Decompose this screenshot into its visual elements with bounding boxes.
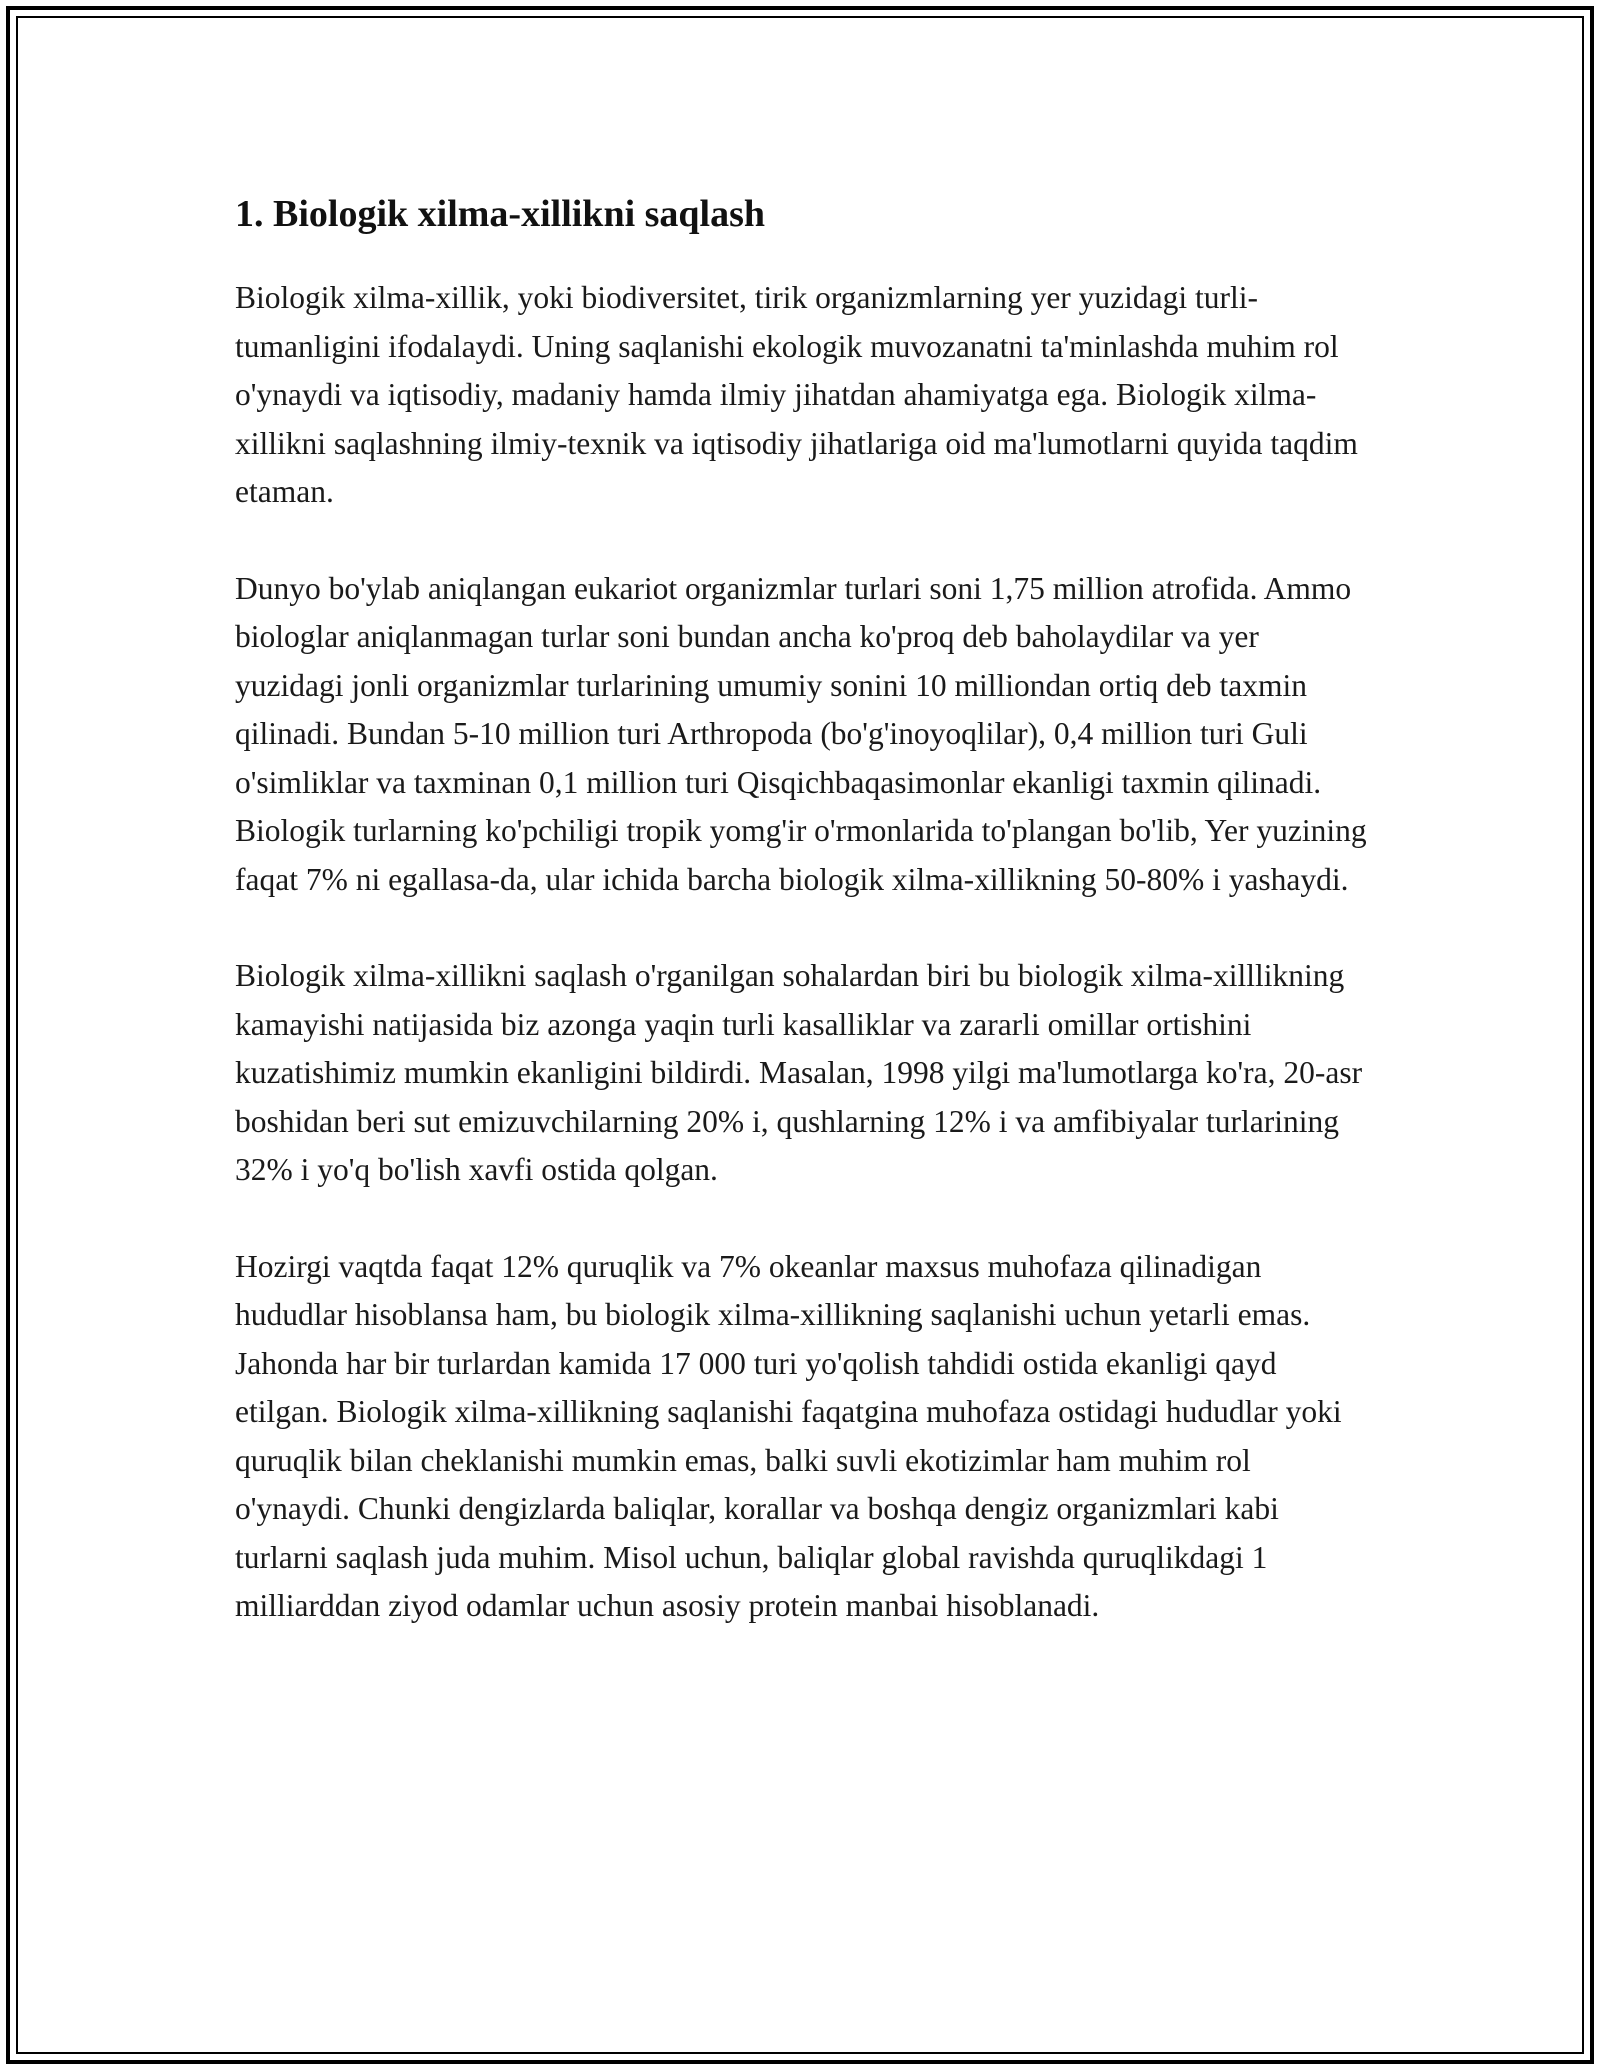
section-title: 1. Biologik xilma-xillikni saqlash <box>235 193 766 235</box>
paragraph-species-count: Dunyo bo'ylab aniqlangan eukariot organizmlar turlari soni 1,75 million atrofida. Ammo biologlar aniqlanmagan turlar soni bundan ancha ko'proq deb baholaydilar va yer yuzidagi jonli organizmlar turlarining umumiy sonini 10 milliondan ortiq deb taxmin qilinadi. Bundan 5-10 million turi Arthropoda (bo'g'inoyoqlilar), 0,4 million turi Guli o'simliklar va taxminan 0,1 million turi Qisqichbaqasimonlar ekanligi taxmin qilinadi. Biologik turlarning ko'pchiligi tropik yomg'ir o'rmonlarida to'plangan bo'lib, Yer yuzining faqat 7% ni egallasa-da, ular ichida barcha biologik xilma-xillikning 50-80% i yashaydi. <box>235 570 1367 897</box>
document-body <box>235 188 1370 1679</box>
paragraph-protected-areas: Hozirgi vaqtda faqat 12% quruqlik va 7% okeanlar maxsus muhofaza qilinadigan hududlar hisoblansa ham, bu biologik xilma-xillikning saqlanishi uchun yetarli emas. Jahonda har bir turlardan kamida 17 000 turi yo'qolish tahdidi ostida ekanligi qayd etilgan. Biologik xilma-xillikning saqlanishi faqatgina muhofaza ostidagi hududlar yoki quruqlik bilan cheklanishi mumkin emas, balki suvli ekotizimlar ham muhim rol o'ynaydi. Chunki dengizlarda baliqlar, korallar va boshqa dengiz organizmlari kabi turlarni saqlash juda muhim. Misol uchun, baliqlar global ravishda quruqlikdagi 1 milliarddan ziyod odamlar uchun asosiy protein manbai hisoblanadi. <box>235 1248 1342 1623</box>
paragraph-intro: Biologik xilma-xillik, yoki biodiversitet, tirik organizmlarning yer yuzidagi turli-tumanligini ifodalaydi. Uning saqlanishi ekologik muvozanatni ta'minlashda muhim rol o'ynaydi va iqtisodiy, madaniy hamda ilmiy jihatdan ahamiyatga ega. Biologik xilma-xillikni saqlashning ilmiy-texnik va iqtisodiy jihatlariga oid ma'lumotlarni quyida taqdim etaman. <box>235 280 1358 509</box>
paragraph-decline: Biologik xilma-xillikni saqlash o'rganilgan sohalardan biri bu biologik xilma-xilllikning kamayishi natijasida biz azonga yaqin turli kasalliklar va zararli omillar ortishini kuzatishimiz mumkin ekanligini bildirdi. Masalan, 1998 yilgi ma'lumotlarga ko'ra, 20-asr boshidan beri sut emizuvchilarning 20% i, qushlarning 12% i va amfibiyalar turlarining 32% i yo'q bo'lish xavfi ostida qolgan. <box>235 958 1363 1187</box>
